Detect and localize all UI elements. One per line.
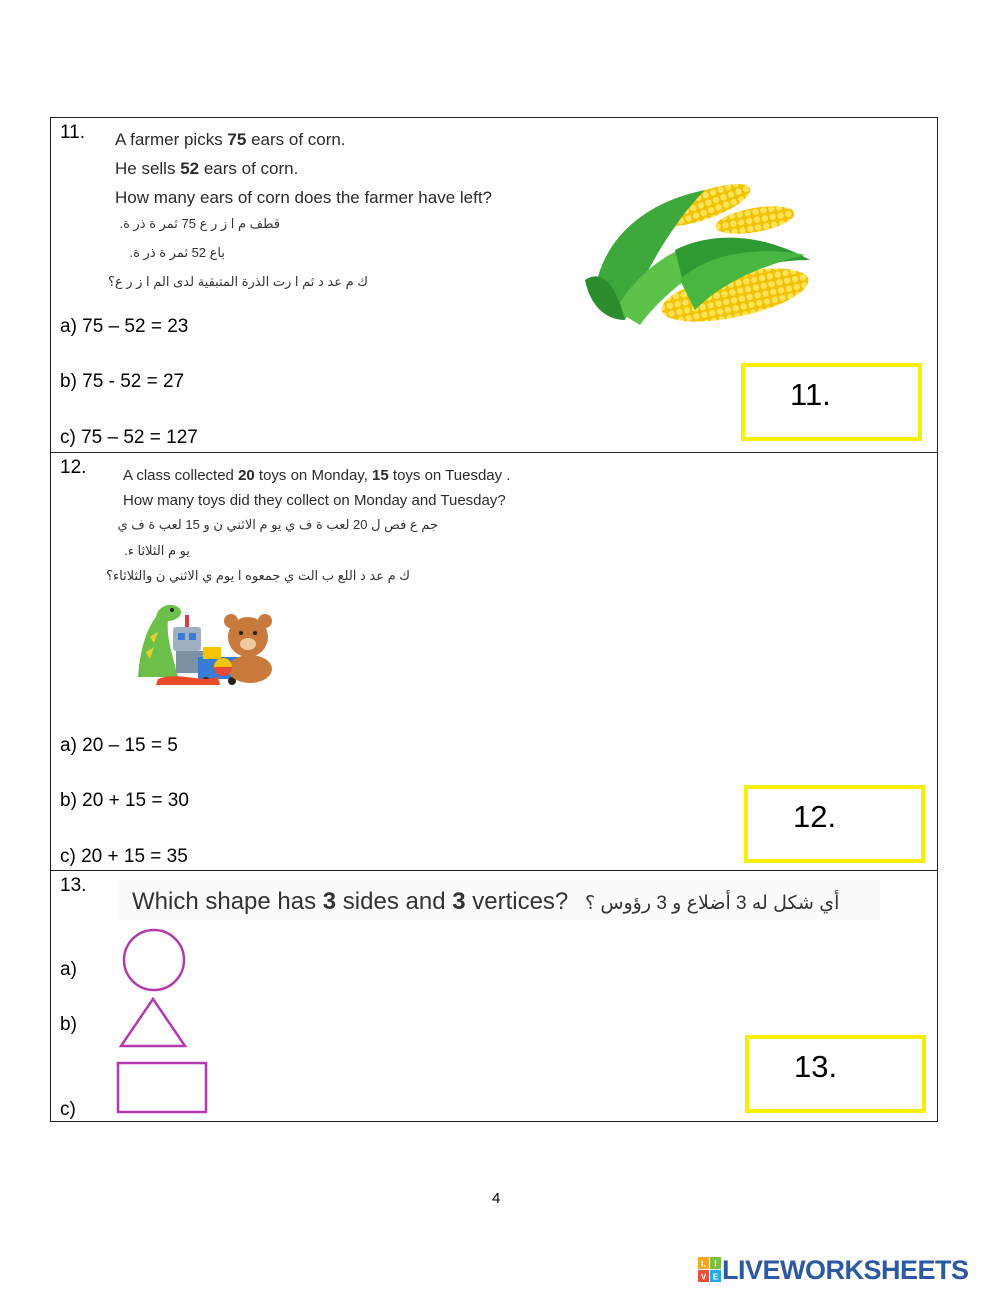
corn-illustration <box>585 160 817 332</box>
logo-block-i: I <box>714 1259 717 1269</box>
question-11-option-a[interactable]: a) 75 – 52 = 23 <box>60 316 189 337</box>
question-12-arabic-3: ك م عد د اللع ب الت ي جمعوه ا يوم ي الاثني ن والثلاثاء؟ <box>106 568 410 583</box>
question-12-option-c[interactable]: c) 20 + 15 = 35 <box>60 846 188 867</box>
question-13-number: 13. <box>60 875 87 896</box>
question-12-arabic-1: جم ع فص ل 20 لعب ة ف ي يو م الاثني ن و 15 لعب ة ف ي <box>117 517 438 532</box>
question-11-arabic-3: ك م عد د ثم ا رت الذرة المتبقية لدى الم ا ز ر ع؟ <box>108 274 368 289</box>
logo-block-e: E <box>712 1272 719 1282</box>
question-13-answer-box[interactable] <box>745 1035 926 1113</box>
page-number: 4 <box>492 1190 501 1207</box>
question-12-line-1: A class collected 20 toys on Monday, 15 toys on Tuesday . <box>123 467 511 484</box>
question-12-answer-label: 12. <box>793 799 837 834</box>
question-13-answer-label: 13. <box>794 1049 838 1084</box>
logo-text: LIVEWORKSHEETS <box>722 1254 969 1285</box>
question-13-option-b-label[interactable]: b) <box>60 1014 77 1035</box>
logo-block-v: V <box>700 1272 707 1282</box>
question-13-arabic: أي شكل له 3 أضلاع و 3 رؤوس ؟ <box>584 893 840 914</box>
divider-q12-q13 <box>50 870 938 871</box>
logo-block-l: L <box>701 1259 706 1269</box>
question-13-option-a-label[interactable]: a) <box>60 959 77 980</box>
question-12-answer-box[interactable] <box>744 785 925 863</box>
divider-q11-q12 <box>50 452 938 453</box>
liveworksheets-logo <box>698 1255 969 1285</box>
triangle-shape[interactable] <box>121 999 185 1046</box>
question-11-number: 11. <box>60 122 86 143</box>
question-12-number: 12. <box>60 457 87 478</box>
question-12-line-2: How many toys did they collect on Monday and Tuesday? <box>123 492 506 509</box>
question-12-arabic-2: يو م الثلاثا ء. <box>124 543 190 558</box>
toys-illustration <box>128 597 290 685</box>
question-11-option-c[interactable]: c) 75 – 52 = 127 <box>60 427 198 448</box>
question-12-option-b[interactable]: b) 20 + 15 = 30 <box>60 790 189 811</box>
question-11-answer-label: 11. <box>790 377 831 412</box>
circle-shape[interactable] <box>124 930 184 990</box>
question-13-shapes <box>110 925 220 1120</box>
rectangle-shape[interactable] <box>118 1063 206 1112</box>
question-11-option-b[interactable]: b) 75 - 52 = 27 <box>60 371 185 392</box>
question-13-option-c-label[interactable]: c) <box>60 1099 76 1120</box>
question-12-option-a[interactable]: a) 20 – 15 = 5 <box>60 735 178 756</box>
question-11-line-1: A farmer picks 75 ears of corn. <box>115 130 346 149</box>
question-11-arabic-1: قطف م ا ز ر ع 75 ثمر ة ذر ة. <box>119 216 280 231</box>
question-11-line-3: How many ears of corn does the farmer have left? <box>115 188 493 207</box>
question-13-text: Which shape has 3 sides and 3 vertices? أي شكل له 3 أضلاع و 3 رؤوس ؟ <box>118 880 880 920</box>
logo-blocks-icon <box>698 1257 722 1283</box>
question-11-answer-box[interactable] <box>741 363 922 441</box>
question-11-arabic-2: باع 52 ثمر ة ذر ة. <box>129 245 225 260</box>
question-11-line-2: He sells 52 ears of corn. <box>115 159 299 178</box>
